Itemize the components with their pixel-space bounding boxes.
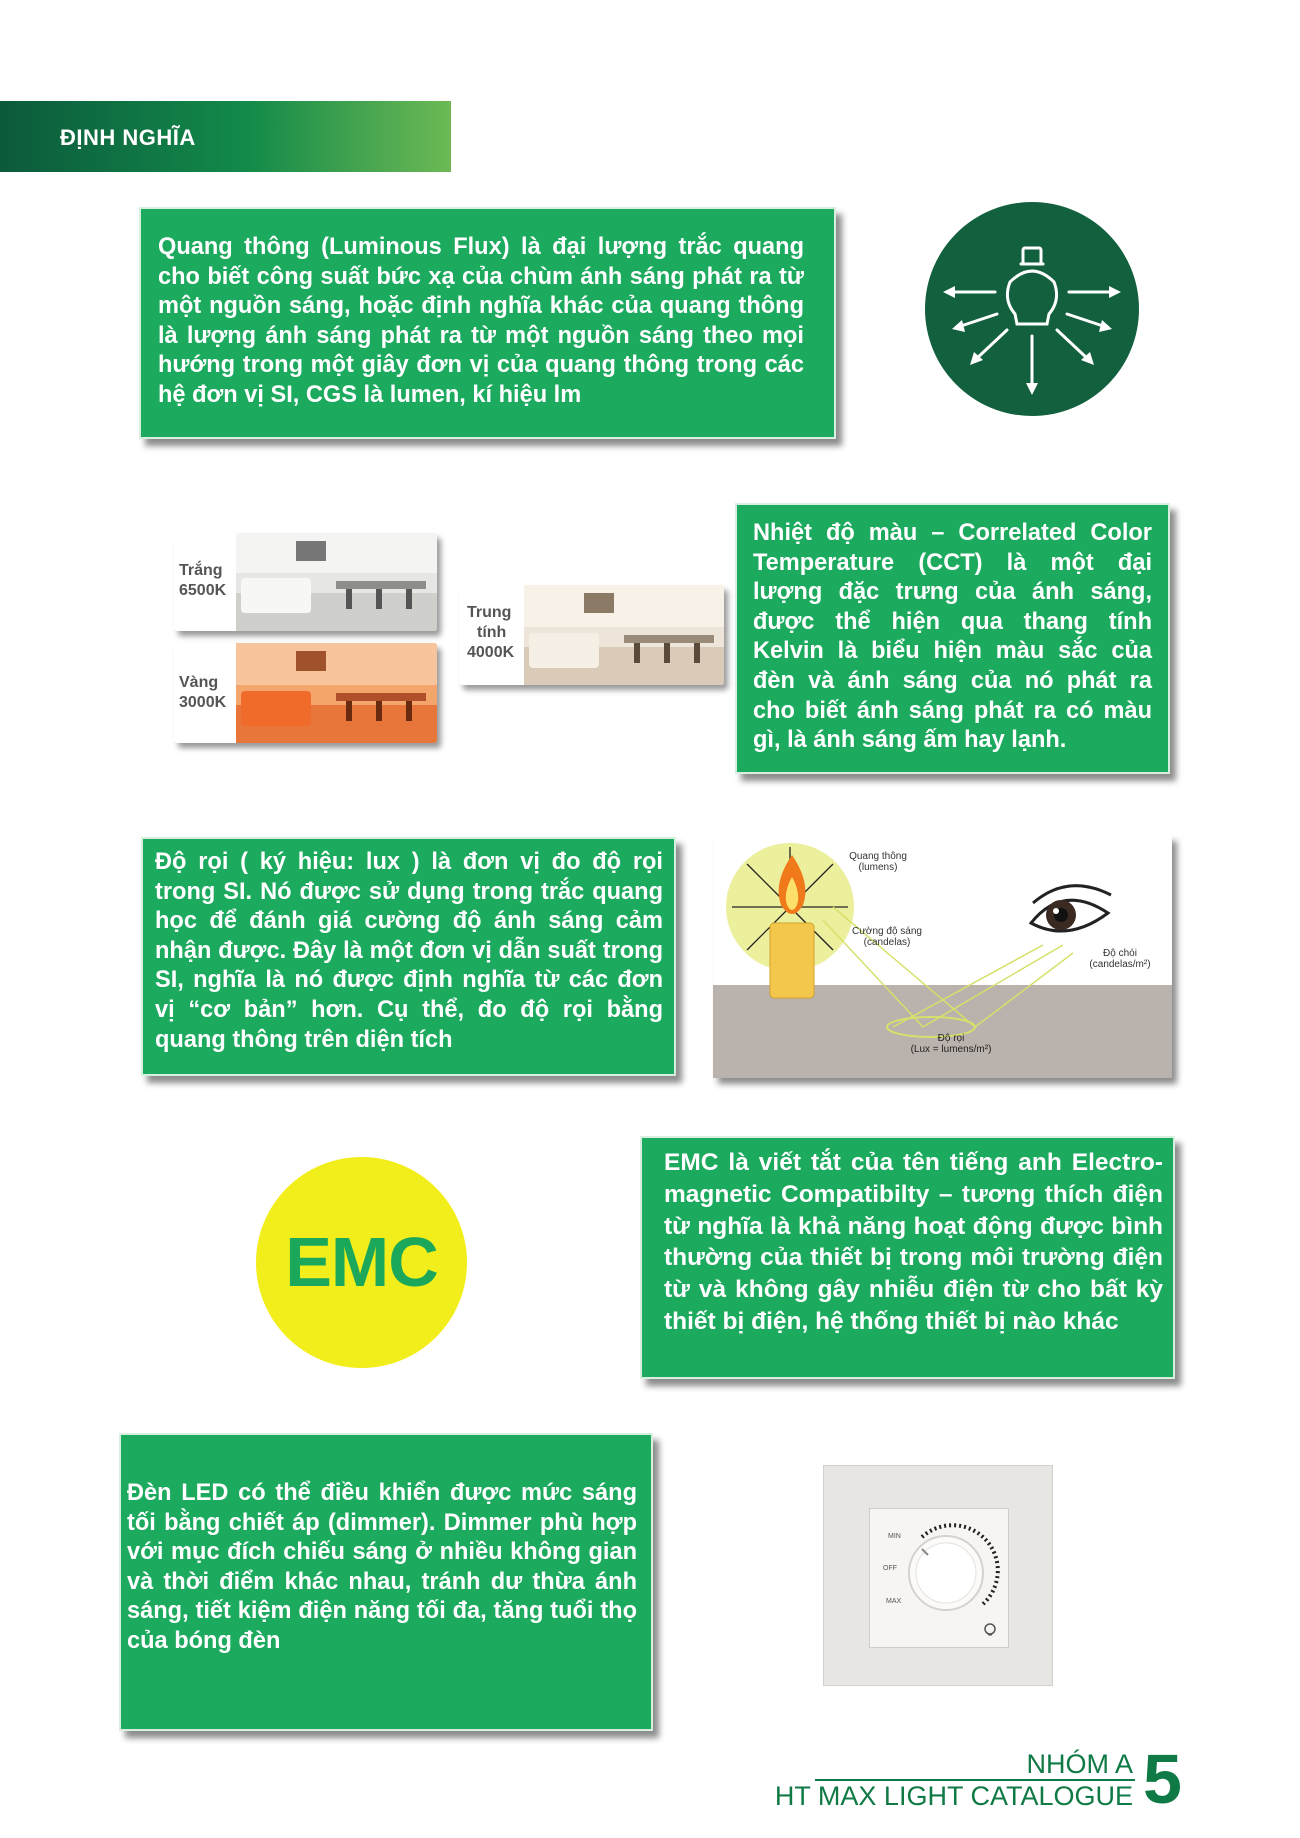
color-temp-white-card — [174, 533, 437, 631]
flux-label-text: Quang thông — [849, 851, 907, 862]
intensity-label-text: Cường độ sáng — [852, 926, 922, 937]
dimmer-switch-image — [823, 1465, 1053, 1686]
luminance-label-unit: (candelas/m²) — [1089, 959, 1151, 970]
lux-box — [141, 837, 676, 1076]
dimmer-box — [119, 1433, 653, 1731]
luminance-label — [1082, 948, 1158, 970]
flux-label — [848, 851, 908, 873]
footer-catalogue: HT MAX LIGHT CATALOGUE — [774, 1781, 1133, 1811]
luminous-flux-text: Quang thông (Luminous Flux) là đại lượng trắc quang cho biết công suất bức xạ của chùm ánh sáng phát ra từ một nguồn sáng, hoặc định nghĩa khác của quang thông là lượng ánh sáng phát ra từ một nguồn sáng theo mọi hướng trong một giây đơn vị của quang thông trong các hệ đơn vị SI, CGS là lumen, kí hiệu lm — [158, 234, 804, 408]
emc-badge-text: EMC — [285, 1223, 438, 1301]
luminance-label-text: Độ chói — [1103, 948, 1137, 959]
page-number: 5 — [1143, 1740, 1182, 1818]
footer-group: NHÓM A — [1026, 1749, 1133, 1779]
warm-kelvin: 3000K — [179, 694, 227, 711]
section-header — [0, 101, 451, 172]
illuminance-label-text: Độ rọi — [937, 1033, 965, 1044]
neutral-label-1: Trung — [467, 604, 512, 621]
dimmer-min-label: MIN — [888, 1533, 901, 1540]
neutral-room-image — [524, 585, 724, 685]
dimmer-off-label: OFF — [883, 1565, 897, 1572]
light-bulb-icon — [925, 202, 1139, 416]
dimmer-plate — [869, 1508, 1009, 1648]
lux-text: Độ rọi ( ký hiệu: lux ) là đơn vị đo độ rọi trong SI. Nó được sử dụng trong trắc quang học để đánh giá cường độ ánh sáng cảm nhận được. Đây là một đơn vị dẫn suất trong SI, nghĩa là nó được định nghĩa từ các đơn vị “cơ bản” hơn. Cụ thể, đo độ rọi bằng quang thông trên diện tích — [155, 849, 663, 1053]
intensity-label — [847, 926, 927, 948]
cct-text: Nhiệt độ màu – Correlated Color Temperature (CCT) là một đại lượng đặc trưng của ánh sáng, được thể hiện qua thang tính Kelvin là biểu hiện màu sắc của đèn và ánh sáng của nó phát ra cho biết ánh sáng phát ra có màu gì, là ánh sáng ấm hay lạnh. — [753, 520, 1152, 754]
color-temp-warm-card — [174, 643, 437, 743]
flux-label-unit: (lumens) — [858, 862, 898, 873]
dimmer-text: Đèn LED có thể điều khiển được mức sáng tối bằng chiết áp (dimmer). Dimmer phù hợp với mục đích chiếu sáng ở nhiều không gian và thời điểm khác nhau, tránh dư thừa ánh sáng, tiết kiệm điện năng tối đa, tăng tuổi thọ của bóng đèn — [127, 1480, 637, 1654]
lux-diagram — [713, 835, 1172, 1078]
emc-box — [640, 1136, 1175, 1379]
color-temp-neutral-card — [459, 585, 724, 685]
emc-badge — [256, 1157, 467, 1368]
luminous-flux-box — [139, 207, 836, 439]
white-label: Trắng — [179, 562, 223, 579]
cct-box — [735, 503, 1170, 774]
neutral-label-2: tính — [477, 624, 507, 641]
dimmer-knob[interactable] — [870, 1509, 1008, 1647]
illuminance-label — [896, 1033, 1006, 1055]
section-title: ĐỊNH NGHĨA — [60, 125, 196, 150]
white-room-image — [236, 533, 437, 631]
illuminance-label-unit: (Lux = lumens/m²) — [910, 1044, 992, 1055]
white-kelvin: 6500K — [179, 582, 227, 599]
footer-rule — [815, 1779, 1135, 1781]
neutral-kelvin: 4000K — [467, 644, 515, 661]
warm-room-image — [236, 643, 437, 743]
dimmer-max-label: MAX — [886, 1598, 902, 1605]
warm-label: Vàng — [179, 674, 219, 691]
intensity-label-unit: (candelas) — [863, 937, 911, 948]
emc-text: EMC là viết tắt của tên tiếng anh Electro-magnetic Compatibilty – tương thích điện từ nghĩa là khả năng hoạt động được bình thường của thiết bị trong môi trường điện từ và không gây nhiễu điện từ cho bất kỳ thiết bị điện, hệ thống thiết bị nào khác — [664, 1149, 1163, 1335]
